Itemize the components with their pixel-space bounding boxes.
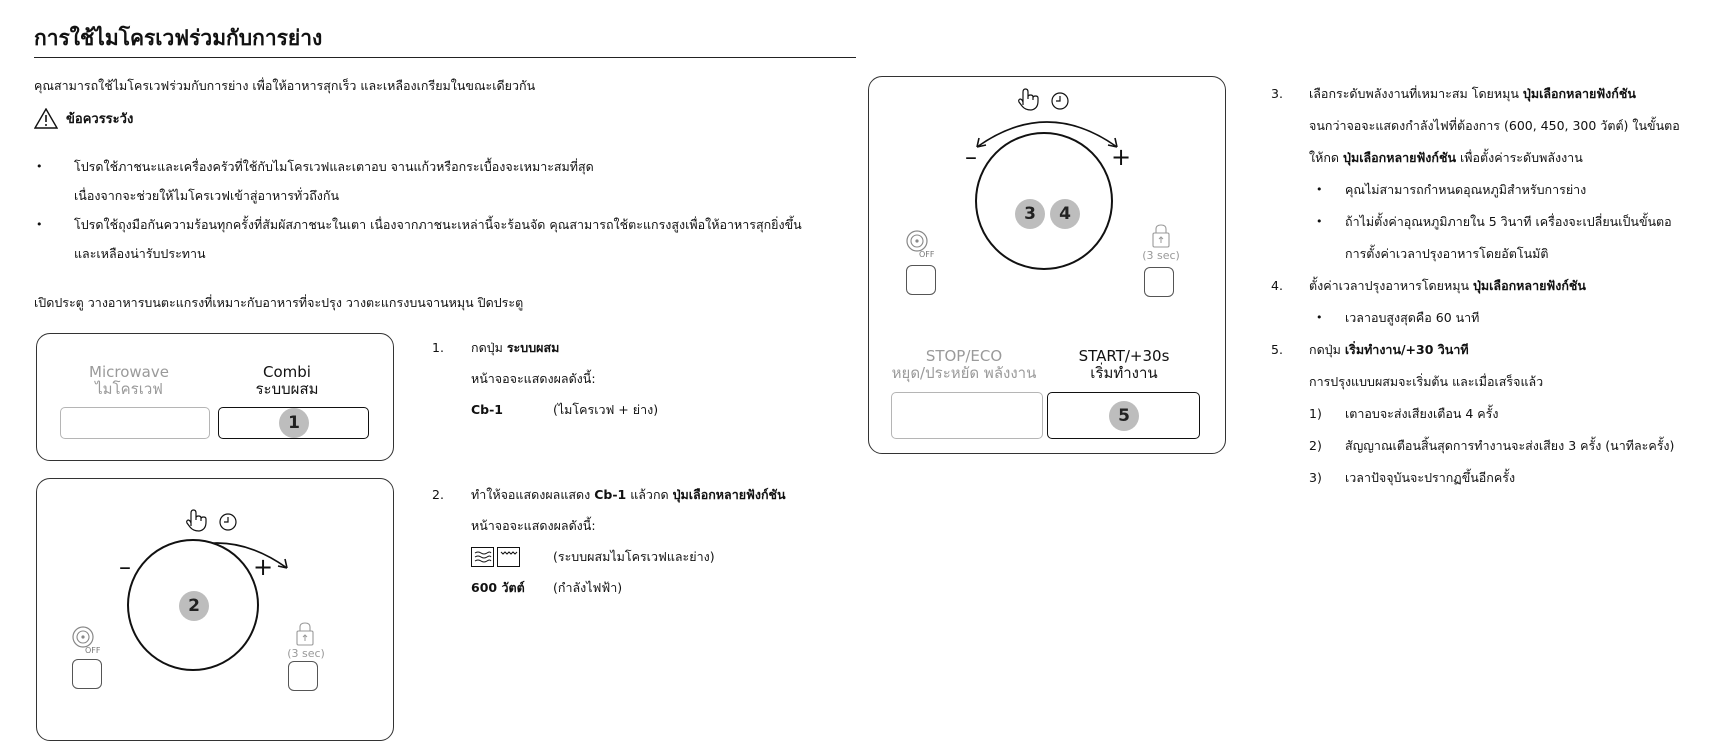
title-divider xyxy=(34,57,856,58)
step-text: การปรุงแบบผสมจะเริ่มต้น และเมื่อเสร็จแล้ว xyxy=(1309,374,1544,389)
step-text: หน้าจอจะแสดงผลดังนี้: xyxy=(471,518,596,533)
list-item xyxy=(34,152,864,210)
step-marker: 5 xyxy=(1109,401,1139,431)
dial-panel xyxy=(36,478,394,741)
bullet-text: ถ้าไม่ตั้งค่าอุณหภูมิภายใน 5 วินาที เครื่องจะเปลี่ยนเป็นขั้นตอ xyxy=(1345,214,1672,229)
warning-icon xyxy=(34,108,58,129)
step-key-name: ปุ่มเลือกหลายฟังก์ชัน xyxy=(1472,278,1586,293)
step-marker: 3 xyxy=(1015,199,1045,229)
bullet-line: • โปรดใช้ภาชนะและเครื่องครัวที่ใช้กับไมโครเวฟและเตาอบ จานแก้วหรือกระเบื้องจะเหมาะสมที่สุด xyxy=(74,159,594,174)
step-text: หน้าจอจะแสดงผลดังนี้: xyxy=(471,371,596,386)
display-icons-row xyxy=(432,541,852,572)
caution-label: ข้อควรระวัง xyxy=(66,112,134,127)
stop-eco-button[interactable] xyxy=(891,392,1043,439)
step-number: 1. xyxy=(432,340,444,355)
plus-sign: + xyxy=(1111,143,1132,171)
sub-step xyxy=(1271,430,1724,462)
eco-off-icon xyxy=(905,229,937,259)
step-text: กดปุ่ม xyxy=(471,340,507,355)
display-icons-desc: (ระบบผสมไมโครเวฟและย่าง) xyxy=(553,549,715,564)
start-label-en: START/+30s xyxy=(1078,347,1170,365)
list-item xyxy=(34,210,864,268)
step-line xyxy=(1271,78,1724,110)
lock-duration-label: (3 sec) xyxy=(287,647,325,660)
step-text: แล้วกด xyxy=(626,487,673,502)
caution-heading xyxy=(34,108,133,129)
bullet-line: เนื่องจากจะช่วยให้ไมโครเวฟเข้าสู่อาหารทั่วถึงกัน xyxy=(74,188,340,203)
start-panel xyxy=(868,76,1226,454)
stop-eco-label-en: STOP/ECO xyxy=(925,347,1003,365)
sub-step-text: เวลาปัจจุบันจะปรากฏขึ้นอีกครั้ง xyxy=(1345,470,1516,485)
combi-label-en: Combi xyxy=(263,363,311,381)
step-number: 5. xyxy=(1271,342,1283,357)
sub-step-text: เตาอบจะส่งเสียงเตือน 4 ครั้ง xyxy=(1345,406,1499,421)
step-line xyxy=(1271,334,1724,366)
step-line xyxy=(432,332,852,363)
step-text: ตั้งค่าเวลาปรุงอาหารโดยหมุน xyxy=(1309,278,1473,293)
sub-step-text: สัญญาณเตือนสิ้นสุดการทำงานจะส่งเสียง 3 ครั้ง (นาทีละครั้ง) xyxy=(1345,438,1675,453)
step-marker: 2 xyxy=(179,591,209,621)
bullet-text: เวลาอบสูงสุดคือ 60 นาที xyxy=(1345,310,1480,325)
microwave-grill-icon xyxy=(471,547,523,567)
bullet-text: คุณไม่สามารถกำหนดอุณหภูมิสำหรับการย่าง xyxy=(1345,182,1587,197)
combi-label-th: ระบบผสม xyxy=(255,380,319,398)
step-marker: 1 xyxy=(279,408,309,438)
list-item: • เวลาอบสูงสุดคือ 60 นาที xyxy=(1316,310,1480,325)
microwave-label xyxy=(61,364,197,398)
step-line xyxy=(432,479,852,510)
step-text: จนกว่าจอจะแสดงกำลังไฟที่ต้องการ (600, 450, 300 วัตต์) ในขั้นตอ xyxy=(1309,118,1680,133)
off-label: OFF xyxy=(919,250,935,259)
caution-list xyxy=(34,152,864,268)
bullet-line: และเหลืองน่ารับประทาน xyxy=(74,246,206,261)
display-code-row xyxy=(432,394,852,425)
microwave-label-th: ไมโครเวฟ xyxy=(95,380,163,398)
step-line xyxy=(432,363,852,394)
display-code-desc: (ไมโครเวฟ + ย่าง) xyxy=(553,402,659,417)
child-lock-button[interactable] xyxy=(288,661,318,691)
eco-off-button[interactable] xyxy=(906,265,936,295)
display-code: Cb-1 xyxy=(594,487,627,502)
stop-eco-label-th: หยุด/ประหยัด พลังงาน xyxy=(891,364,1037,382)
intro-text: คุณสามารถใช้ไมโครเวฟร่วมกับการย่าง เพื่อให้อาหารสุกเร็ว และเหลืองเกรียมในขณะเดียวกัน xyxy=(34,78,536,93)
sub-step-number: 3) xyxy=(1309,470,1322,485)
step-key-name: ปุ่มเลือกหลายฟังก์ชัน xyxy=(1343,150,1456,165)
start-label-th: เริ่มทำงาน xyxy=(1090,364,1158,382)
step-line xyxy=(1271,270,1724,302)
lock-duration-label: (3 sec) xyxy=(1142,249,1180,262)
page-title: การใช้ไมโครเวฟร่วมกับการย่าง xyxy=(34,26,323,50)
minus-sign: – xyxy=(965,143,977,171)
combi-mode-icons xyxy=(471,547,553,567)
step-key-name: ปุ่มเลือกหลายฟังก์ชัน xyxy=(672,487,786,502)
step-marker: 4 xyxy=(1050,199,1080,229)
power-row xyxy=(432,572,852,603)
list-item: • คุณไม่สามารถกำหนดอุณหภูมิสำหรับการย่าง xyxy=(1316,182,1587,197)
step-key-name: ปุ่มเลือกหลายฟังก์ชัน xyxy=(1522,86,1636,101)
list-item: • ถ้าไม่ตั้งค่าอุณหภูมิภายใน 5 วินาที เครื่องจะเปลี่ยนเป็นขั้นตอ xyxy=(1316,214,1672,229)
eco-off-button[interactable] xyxy=(72,659,102,689)
sub-step-number: 1) xyxy=(1309,406,1322,421)
step-key-name: ระบบผสม xyxy=(506,340,560,355)
bullet-text: การตั้งค่าเวลาปรุงอาหารโดยอัตโนมัติ xyxy=(1345,246,1549,261)
step-1 xyxy=(432,332,852,425)
sub-step xyxy=(1271,462,1724,494)
step-key-name: เริ่มทำงาน/+30 วินาที xyxy=(1344,342,1469,357)
minus-sign: – xyxy=(119,553,131,581)
eco-off-icon xyxy=(71,625,103,655)
microwave-button[interactable] xyxy=(60,407,210,439)
off-label: OFF xyxy=(85,646,101,655)
steps-3-to-5 xyxy=(1271,78,1724,494)
step-text: ให้กด xyxy=(1309,150,1344,165)
step-text: ทำให้จอแสดงผลแสดง xyxy=(471,487,595,502)
open-door-instruction: เปิดประตู วางอาหารบนตะแกรงที่เหมาะกับอาหารที่จะปรุง วางตะแกรงบนจานหมุน ปิดประตู xyxy=(34,295,524,310)
combi-label xyxy=(219,364,355,398)
bullet-line: • โปรดใช้ถุงมือกันความร้อนทุกครั้งที่สัมผัสภาชนะในเตา เนื่องจากภาชนะเหล่านี้จะร้อนจัด คุณสามารถใช้ตะแกรงสูงเพื่อให้อาหารสุกยิ่งขึ้น xyxy=(74,217,802,232)
display-code: Cb-1 xyxy=(471,402,504,417)
stop-eco-label xyxy=(889,348,1039,382)
step-text: เพื่อตั้งค่าระดับพลังงาน xyxy=(1456,150,1583,165)
step-number: 2. xyxy=(432,487,444,502)
sub-step-number: 2) xyxy=(1309,438,1322,453)
multi-function-knob[interactable] xyxy=(975,132,1113,270)
sub-step xyxy=(1271,398,1724,430)
step-line xyxy=(432,510,852,541)
step-number: 3. xyxy=(1271,86,1283,101)
power-value: 600 วัตต์ xyxy=(471,580,525,595)
step-2 xyxy=(432,479,852,603)
mode-panel xyxy=(36,333,394,461)
start-label xyxy=(1049,348,1199,382)
microwave-label-en: Microwave xyxy=(89,363,169,381)
plus-sign: + xyxy=(253,553,274,581)
step-number: 4. xyxy=(1271,278,1283,293)
step-text: เลือกระดับพลังงานที่เหมาะสม โดยหมุน xyxy=(1309,86,1523,101)
power-desc: (กำลังไฟฟ้า) xyxy=(553,580,623,595)
child-lock-button[interactable] xyxy=(1144,267,1174,297)
step-text: กดปุ่ม xyxy=(1309,342,1345,357)
step-line xyxy=(1271,142,1724,174)
